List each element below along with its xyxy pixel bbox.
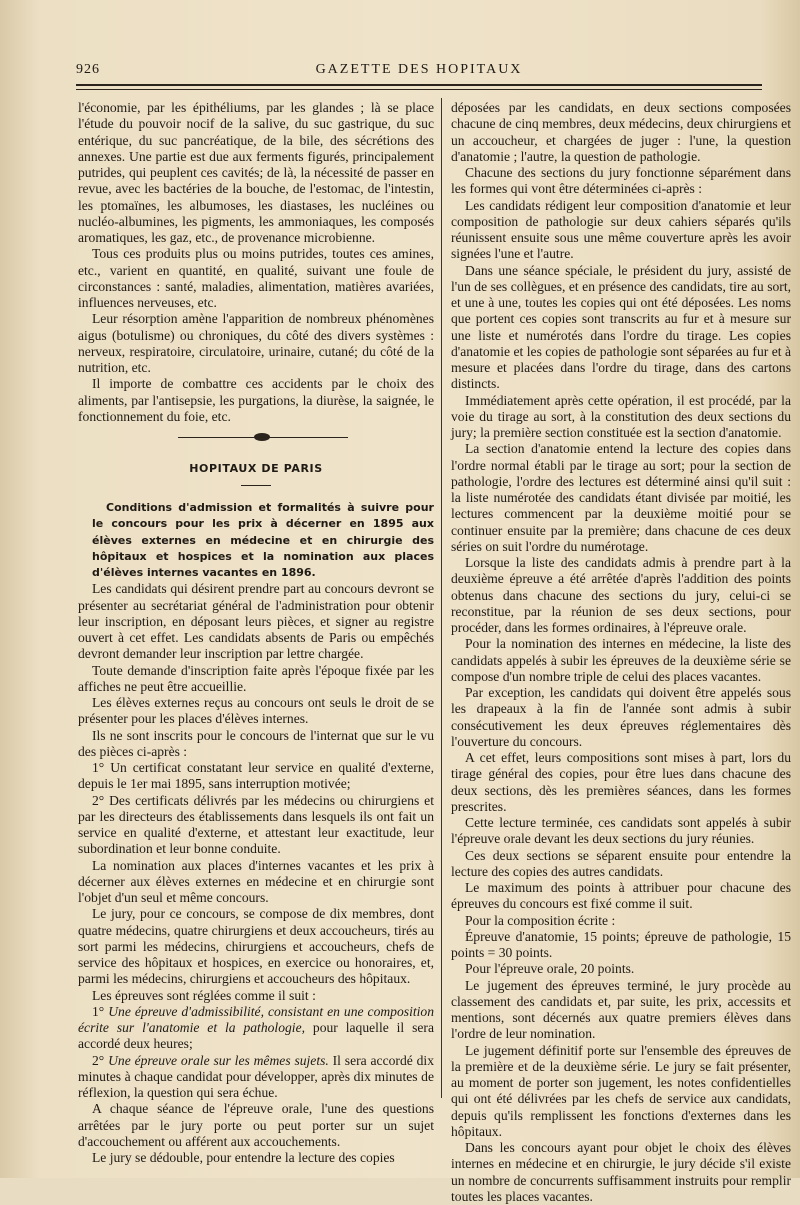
- paragraph: Le jugement définitif porte sur l'ensemble des épreuves de la première et de la deuxième série. Le jury se fait présenter, au moment de porter son jugement, les notes confidentielles qui ont été délivrées par les chefs de service aux candidats, depuis qu'ils remplissent les fonctions d'externes dans les hôpitaux.: [451, 1042, 791, 1139]
- header-rule-thin: [76, 89, 762, 90]
- paragraph: Leur résorption amène l'apparition de nombreux phénomènes aigus (botulisme) ou chroniques, du côté des divers systèmes : nerveux, respiratoire, circulatoire, urinaire, cutané; du côté de la nutrition, etc.: [78, 311, 434, 375]
- paragraph: Par exception, les candidats qui doivent être appelés sous les drapeaux à la fin de l'année sont admis à subir consécutivement les deux épreuves réglementaires dès l'ouverture du concours.: [451, 685, 791, 749]
- paragraph: Le jugement des épreuves terminé, le jury procède au classement des candidats et, par suite, les prix, accessits et mentions, sont décernés aux quatre premiers élèves dans l'ordre de leur nomination.: [451, 977, 791, 1042]
- section-title: HOPITAUX DE PARIS: [189, 462, 323, 475]
- header-rule: [76, 84, 762, 86]
- paragraph: La nomination aux places d'internes vacantes et les prix à décerner aux élèves externes en médecine et en chirurgie sont l'objet d'un seul et même concours.: [78, 857, 434, 906]
- page-header: [76, 58, 762, 80]
- paragraph: Immédiatement après cette opération, il est procédé, par la voie du tirage au sort, à la constitution des deux sections du jury; la première section constituée est la section d'anatomie.: [451, 392, 791, 440]
- paragraph: Cette lecture terminée, ces candidats sont appelés à subir l'épreuve orale devant les deux sections du jury réunies.: [451, 815, 791, 847]
- section-rule: [241, 485, 271, 486]
- paragraph: Les épreuves sont réglées comme il suit :: [92, 987, 316, 1003]
- list-number: 1°: [92, 1003, 109, 1019]
- paragraph: Les élèves externes reçus au concours ont seuls le droit de se présenter pour les places d'élèves internes.: [78, 695, 434, 727]
- journal-title: GAZETTE DES HOPITAUX: [315, 62, 523, 77]
- paragraph: déposées par les candidats, en deux sections composées chacune de cinq membres, deux médecins, deux chirurgiens et un accoucheur, et chargées de juger : l'une, la question d'anatomie ; l'autre, la question de pathologie.: [451, 100, 791, 164]
- emphasis: Une épreuve orale sur les mêmes sujets.: [108, 1052, 329, 1068]
- paragraph: Chacune des sections du jury fonctionne séparément dans les formes qui vont être déterminées ci-après :: [451, 165, 791, 197]
- paragraph: Le maximum des points à attribuer pour chacune des épreuves du concours est fixé comme il suit.: [451, 880, 791, 912]
- list-item: [78, 1004, 434, 1053]
- paragraph: Tous ces produits plus ou moins putrides, toutes ces amines, etc., varient en quantité, en qualité, suivant une foule de circonstances : santé, maladies, alimentation, matières avariées, influences nerveuses, etc.: [78, 246, 434, 310]
- section-ornament: [78, 425, 434, 455]
- list-item: 1° Un certificat constatant leur service en qualité d'externe, depuis le 1er mai 1895, sans interruption motivée;: [78, 760, 434, 792]
- list-text: pour laquelle il sera accordé deux heures;: [78, 1020, 434, 1052]
- paragraph: Il importe de combattre ces accidents par le choix des aliments, par l'antisepsie, les purgations, la diurèse, la saignée, le fonctionnement du foie, etc.: [78, 376, 434, 424]
- list-item: 2° Des certificats délivrés par les médecins ou chirurgiens et par les directeurs des établissements dans lesquels ils ont fait un service en qualité d'externe, et attestant leur exactitude, leur subordination et leur bonne conduite.: [78, 792, 434, 857]
- paragraph: Ils ne sont inscrits pour le concours de l'internat que sur le vu des pièces ci-après :: [78, 727, 434, 759]
- paragraph: Le jury se dédouble, pour entendre la lecture des copies: [92, 1150, 395, 1166]
- paragraph: Ces deux sections se séparent ensuite pour entendre la lecture des copies des autres candidats.: [451, 847, 791, 879]
- paragraph: Dans une séance spéciale, le président du jury, assisté de l'un de ses collègues, et en présence des candidats, tire au sort, et une à une, toutes les copies qui ont été déposées. Les noms que portent ces copies sont transcrits au fur et à mesure sur une liste et numérotés dans l'ordre du tirage. Les copies d'anatomie et les copies de pathologie sont séparées au fur et à mesure et placées dans l'ordre du tirage, dans des cartons distincts.: [451, 262, 791, 392]
- list-number: 2°: [92, 1052, 109, 1068]
- emphasis: Une épreuve d'admissibilité, consistant en une composition écrite sur l'anatomie et la pathologie,: [78, 1003, 434, 1036]
- paragraph: Dans les concours ayant pour objet le choix des élèves internes en médecine et en chirurgie, le jury décide s'il existe un nombre de concurrents suffisamment instruits pour remplir toutes les places vacantes.: [451, 1140, 791, 1204]
- column-divider: [441, 98, 442, 1098]
- paragraph: Toute demande d'inscription faite après l'époque fixée par les affiches ne peut être accueillie.: [78, 662, 434, 694]
- list-item: [78, 1053, 434, 1102]
- paragraph: Le jury, pour ce concours, se compose de dix membres, dont quatre médecins, quatre chirurgiens et deux accoucheurs, tirés au sort parmi les médecins, chirurgiens et accoucheurs, chefs de service des hôpitaux et hospices, en exercice ou honoraires, et, parmi les médecins, chirurgiens et accoucheurs des hôpitaux.: [78, 906, 434, 987]
- paragraph: l'économie, par les épithéliums, par les glandes ; là se place l'étude du pouvoir nocif de la salive, du suc gastrique, du suc entérique, du suc pancréatique, de la bile, des sécrétions des annexes. Une partie est due aux ferments figurés, principalement putrides, qui peuplent ces cavités; de là, la nécessité de passer en revue, avec les bactéries de la bouche, de l'estomac, de l'intestin, les ptomaïnes, les albumoses, les diastases, les nucléines ou nucléo-albumines, les pigments, les ammoniaques, les composés aromatiques, les gaz, etc., de provenance microbienne.: [78, 100, 434, 245]
- paragraph: Pour la composition écrite :: [465, 912, 616, 928]
- paragraph: A chaque séance de l'épreuve orale, l'une des questions arrêtées par le jury porte ou peut porter sur un sujet d'accouchement ou afférent aux accouchements.: [78, 1101, 434, 1149]
- paragraph: A cet effet, leurs compositions sont mises à part, lors du tirage général des copies, pour être lues dans chacune des deux sections, dès les premières séances, dans les formes prescrites.: [451, 750, 791, 814]
- paragraph: Pour l'épreuve orale, 20 points.: [465, 961, 635, 977]
- list-text: Il sera accordé dix minutes à chaque candidat pour développer, après dix minutes de réflexion, la question qui sera échue.: [78, 1052, 434, 1101]
- paragraph: Lorsque la liste des candidats admis à prendre part à la deuxième épreuve a été arrêtée d'après l'addition des points obtenus dans chacune des sections du jury, celui-ci se reconstitue, par la réunion de ses deux sections, pour procéder, dans les formes ordinaires, à l'épreuve orale.: [451, 555, 791, 635]
- paragraph: Pour la nomination des internes en médecine, la liste des candidats appelés à subir les épreuves de la deuxième série se compose d'un nombre triple de celui des places vacantes.: [451, 636, 791, 684]
- paragraph: La section d'anatomie entend la lecture des copies dans l'ordre normal établi par le tirage au sort; pour la section de pathologie, l'ordre des lectures est déterminé ainsi qu'il suit : la liste numérotée des candidats étant divisée par moitié, les lectures commencent par la deuxième moitié pour se continuer ensuite par la première; dans chacune de ces deux séries on suit l'ordre du numérotage.: [451, 441, 791, 554]
- article-heading: Conditions d'admission et formalités à suivre pour le concours pour les prix à décerner en 1895 aux élèves externes en médecine et en chirurgie des hôpitaux et hospices et la nomination aux places d'élèves internes vacantes en 1896.: [92, 501, 434, 580]
- page-number: 926: [76, 62, 100, 77]
- paragraph: Les candidats qui désirent prendre part au concours devront se présenter au secrétariat général de l'administration pour obtenir leur inscription, en déposant leurs pièces, et signer au registre ouvert à cet effet. Les candidats absents de Paris ou empêchés devront demander leur inscription par lettre chargée.: [78, 581, 434, 662]
- paragraph: Épreuve d'anatomie, 15 points; épreuve de pathologie, 15 points = 30 points.: [451, 928, 791, 960]
- right-column: [451, 100, 791, 1205]
- left-column: [78, 100, 434, 1166]
- paragraph: Les candidats rédigent leur composition d'anatomie et leur composition de pathologie sur deux cahiers séparés qu'ils réunissent ensuite sous une même couverture après les avoir signées l'une et l'autre.: [451, 197, 791, 262]
